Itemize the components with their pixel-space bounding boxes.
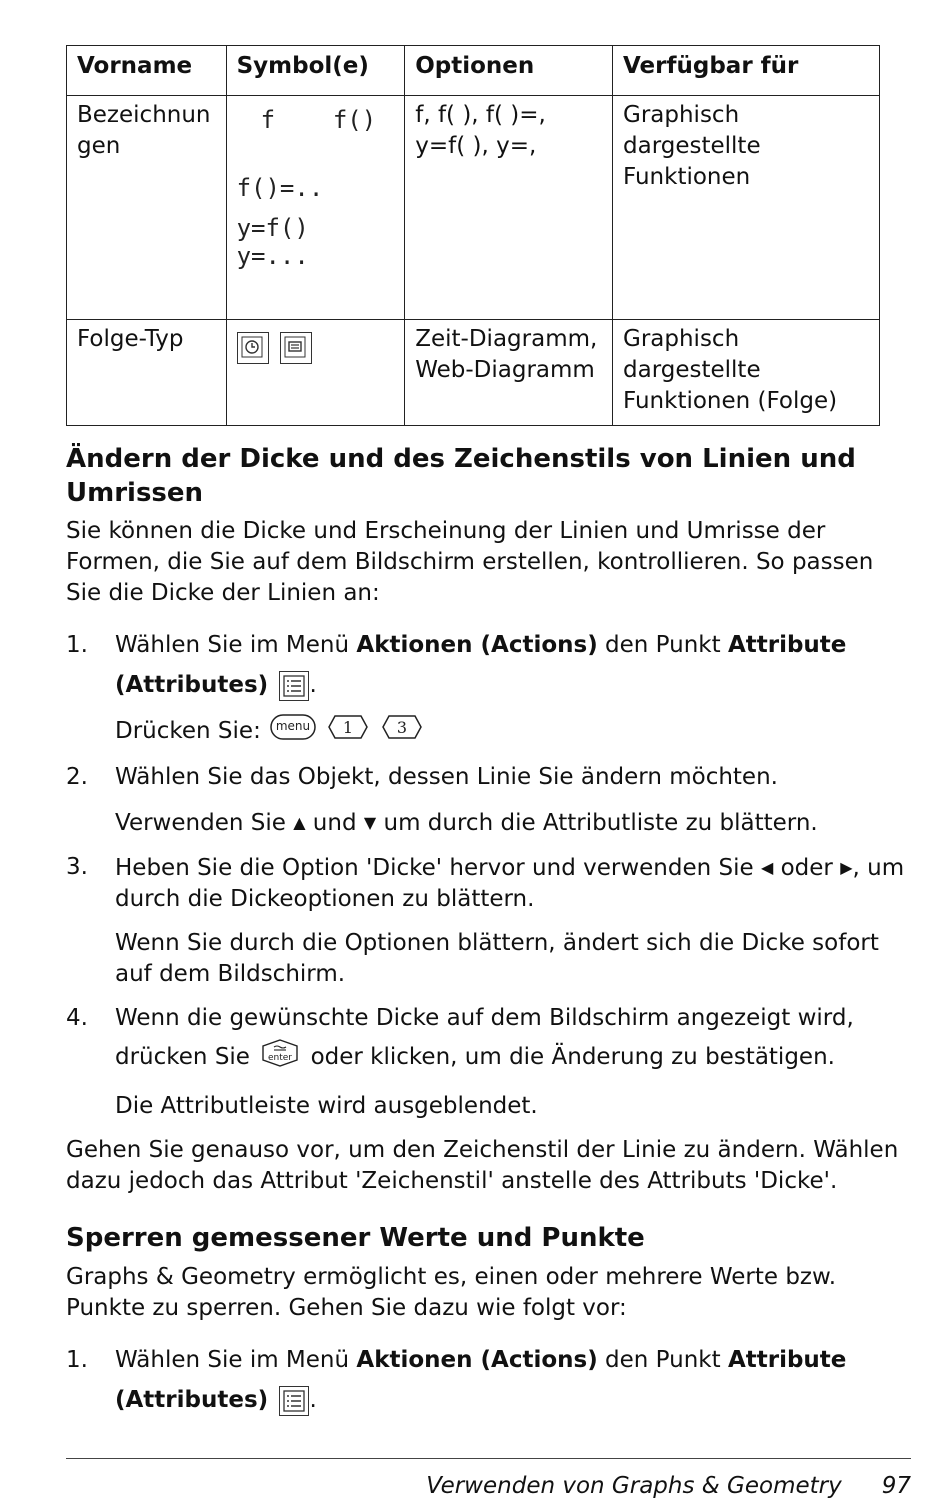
document-page (66, 45, 911, 1420)
step-text: oder (773, 855, 841, 881)
step-number: 3. (66, 854, 88, 880)
section-intro: Graphs & Geometry ermöglicht es, einen oder mehrere Werte bzw. Punkte zu sperren. Gehen Sie dazu wie folgt vor: (66, 1264, 837, 1321)
left-arrow-icon: ◀ (760, 858, 774, 877)
step-number: 1. (66, 1347, 88, 1373)
step-number: 1. (66, 632, 88, 658)
right-arrow-icon: ▶ (840, 858, 853, 877)
step-line (115, 1038, 911, 1077)
key-1-label: 1 (343, 718, 354, 737)
step-text: drücken Sie (115, 1044, 258, 1070)
press-label: Drücken Sie: (115, 718, 261, 744)
step-1 (66, 625, 911, 705)
step-number: 2. (66, 764, 88, 790)
down-arrow-icon: ▼ (363, 813, 377, 832)
page-number: 97 (881, 1473, 911, 1499)
step-text: Verwenden Sie (115, 810, 294, 836)
step-text: Wählen Sie das Objekt, dessen Linie Sie ändern möchten. (115, 764, 778, 790)
step-number: 4. (66, 1005, 88, 1031)
clock-icon (237, 332, 269, 364)
step-3 (66, 852, 911, 915)
step-text: oder klicken, um die Änderung zu bestätigen. (303, 1044, 835, 1070)
symbol-label: y=... (236, 242, 309, 270)
key-3-label: 3 (396, 718, 407, 737)
step-text: . (309, 1387, 317, 1413)
footer-title: Verwenden von Graphs & Geometry (426, 1473, 842, 1499)
page-footer (426, 1473, 911, 1499)
table-cell-symbols (226, 96, 405, 320)
footer-divider (66, 1458, 911, 1459)
table-cell-available: Graphisch dargestellte Funktionen (Folge) (613, 320, 880, 426)
step-2-detail (66, 807, 911, 839)
column-header: Vorname (67, 46, 227, 96)
cell-text: gen (77, 133, 121, 159)
menu-item-name: Attribute (Attributes) (115, 1347, 847, 1413)
up-arrow-icon: ▲ (293, 813, 306, 832)
attributes-icon (279, 671, 309, 701)
web-diagram-icon (280, 332, 312, 364)
step-1 (66, 1340, 911, 1420)
enter-key-icon (259, 1038, 301, 1077)
menu-name: Aktionen (Actions) (356, 1347, 598, 1373)
step-text: Heben Sie die Option 'Dicke' hervor und verwenden Sie (115, 855, 761, 881)
step-text: Wählen Sie im Menü (115, 1347, 357, 1373)
step-text: , um durch die Dickeoptionen zu blättern. (115, 855, 905, 912)
key-3-icon (381, 713, 423, 750)
table-cell-options: f, f( ), f( )=, y=f( ), y=, (405, 96, 613, 320)
table-cell-name: Folge-Typ (67, 320, 227, 426)
step-4 (66, 1003, 911, 1077)
cell-text: Bezeichnun (77, 102, 211, 128)
section-intro: Sie können die Dicke und Erscheinung der Linien und Umrisse der Formen, die Sie auf dem Bildschirm erstellen, kontrollieren. So passen Sie die Dicke der Linien an: (66, 518, 874, 606)
step-4-detail: Die Attributleiste wird ausgeblendet. (115, 1093, 538, 1119)
table-row (67, 320, 880, 426)
step-1-keys (66, 713, 911, 750)
symbol-label: f()=.. y=f() (236, 174, 324, 242)
section-outro: Gehen Sie genauso vor, um den Zeichenstil der Linie zu ändern. Wählen dazu jedoch das Attribut 'Zeichenstil' anstelle des Attributs 'Dicke'. (66, 1137, 899, 1194)
attributes-icon (279, 1386, 309, 1416)
menu-name: Aktionen (Actions) (356, 632, 598, 658)
section-heading: Sperren gemessener Werte und Punkte (66, 1223, 645, 1253)
step-text: . (309, 672, 317, 698)
step-text: den Punkt (597, 1347, 728, 1373)
key-1-icon (327, 713, 369, 750)
step-3-detail: Wenn Sie durch die Optionen blättern, ändert sich die Dicke sofort auf dem Bildschirm. (115, 930, 879, 987)
step-text: Wählen Sie im Menü (115, 632, 357, 658)
column-header: Symbol(e) (226, 46, 405, 96)
step-2 (66, 762, 911, 793)
menu-key-label: menu (275, 719, 311, 733)
table-cell-available: Graphisch dargestellte Funktionen (613, 96, 880, 320)
table-cell-symbols (226, 320, 405, 426)
section-heading: Ändern der Dicke und des Zeichenstils von Linien und Umrissen (66, 444, 856, 508)
attributes-table (66, 45, 880, 426)
column-header: Verfügbar für (613, 46, 880, 96)
enter-key-label: enter (268, 1053, 293, 1063)
column-header: Optionen (405, 46, 613, 96)
table-cell-options: Zeit-Diagramm, Web-Diagramm (405, 320, 613, 426)
step-text: Wenn die gewünschte Dicke auf dem Bildschirm angezeigt wird, (115, 1005, 854, 1031)
step-text: den Punkt (597, 632, 728, 658)
step-text: und (305, 810, 364, 836)
table-header-row (67, 46, 880, 96)
table-row (67, 96, 880, 320)
step-text: um durch die Attributliste zu blättern. (376, 810, 818, 836)
menu-item-name: Attribute (Attributes) (115, 632, 847, 698)
menu-key-icon (270, 713, 316, 750)
symbol-label: f f() (260, 106, 377, 134)
table-cell-name (67, 96, 227, 320)
